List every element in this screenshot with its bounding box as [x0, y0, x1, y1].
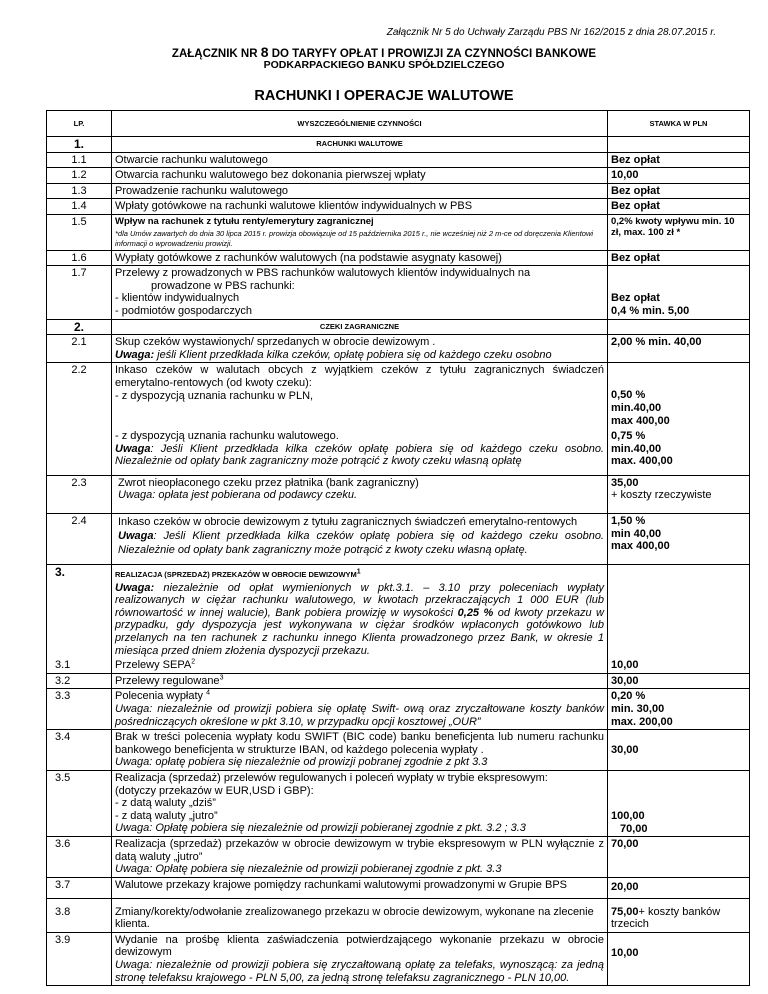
row-desc: Zmiany/korekty/odwołanie zrealizowanego przekazu w obrocie dewizowym, wykonane na zlecenie klienta. [112, 898, 608, 932]
bank-name: PODKARPACKIEGO BANKU SPÓŁDZIELCZEGO [263, 59, 505, 71]
row-rate: Bez opłat [608, 250, 750, 266]
row-rate: Bez opłat [608, 183, 750, 199]
row-desc: Prowadzenie rachunku walutowego [112, 183, 608, 199]
section-2-header [47, 319, 750, 335]
row-note: Uwaga: opłatę pobiera się niezależnie od prowizji pobranej zgodnie z pkt 3.3 [115, 756, 488, 769]
table-row: 1.7 Przelewy z prowadzonych w PBS rachunków walutowych klientów indywidualnych na prowadzone w PBS rachunki: - klientów indywidualnych - podmiotów gospodarczych Bez opłat 0,4 % min. 5,00 [47, 266, 750, 319]
row-note: Uwaga: niezależnie od prowizji pobiera się opłatę Swift- ową oraz zryczałtowane koszty banków pośredniczących określone w pkt 3.10, w przypadku opcji kosztowej „OUR” [115, 703, 604, 728]
row-desc: Zwrot nieopłaconego czeku przez płatnika (bank zagraniczny) [118, 476, 419, 489]
row-desc: Przelewy regulowane$^3$ [112, 673, 608, 689]
row-desc: Inkaso czeków w obrocie dewizowym z tytułu zagranicznych świadczeń emerytalno-rentowych [118, 516, 578, 529]
row-note: Uwaga: Opłatę pobiera się niezależnie od prowizji pobieranej zgodnie z pkt. 3.2 ; 3.3 [115, 822, 526, 835]
row-desc: Realizacja (sprzedaż) przelewów regulowanych i poleceń wypłaty w trybie ekspresowym: [115, 771, 548, 784]
row-desc: Inkaso czeków w walutach obcych z wyjątkiem czeków z tytułu zagranicznych świadczeń emerytalno-rentowych (od kwoty czeku): [115, 364, 604, 389]
column-header-lp: LP. [73, 118, 85, 128]
table-row: 2.2 Inkaso czeków w walutach obcych z wyjątkiem czeków z tytułu zagranicznych świadczeń emerytalno-rentowych (od kwoty czeku): - z dyspozycją uznania rachunku w PLN, 0,50 % min.40,00 max 400,00 [47, 363, 750, 429]
table-row: 3.3 Polecenia wypłaty $^4$ Uwaga: niezależnie od prowizji pobiera się opłatę Swift- ową oraz zryczałtowane koszty banków pośredniczących określone w pkt 3.10, w przypadku opcji kosztowej „OUR” 0,20 % min. 30,00 max. 200,00 [47, 689, 750, 730]
table-row: 3.6 Realizacja (sprzedaż) przekazów w obrocie dewizowym w trybie ekspresowym w PLN wyłącznie z datą waluty „jutro” Uwaga: Opłatę pobiera się niezależnie od prowizji pobieranej zgodnie z pkt. 3.3 70,00 [47, 837, 750, 878]
table-row: 1.1 Otwarcie rachunku walutowego Bez opłat [47, 152, 750, 168]
table-row: 3.5 Realizacja (sprzedaż) przelewów regulowanych i poleceń wypłaty w trybie ekspresowym: (dotyczy przekazów w EUR,USD i GBP): - z datą waluty „dziś” - z datą waluty „jutro” Uwaga: Opłatę pobiera się niezależnie od prowizji pobieranej zgodnie z pkt. 3.2 ; 3.3 100,00 70,00 [47, 770, 750, 836]
table-row: 3.4 Brak w treści polecenia wypłaty kodu SWIFT (BIC code) banku beneficjenta lub numeru rachunku bankowego beneficjenta w strukturze IBAN, od każdego polecenia wypłaty . Uwaga: opłatę pobiera się niezależnie od prowizji pobranej zgodnie z pkt 3.3 30,00 [47, 730, 750, 771]
table-row: 3.2 Przelewy regulowane$^3$ 30,00 [47, 673, 750, 689]
table-row: 3.8 Zmiany/korekty/odwołanie zrealizowanego przekazu w obrocie dewizowym, wykonane na zlecenie klienta. 75,00+ koszty banków trzecich [47, 898, 750, 932]
table-header [47, 111, 750, 137]
table-row: 3.1 Przelewy SEPA$^2$ 10,00 [47, 658, 750, 673]
row-desc: Wydanie na prośbę klienta zaświadczenia potwierdzającego wykonanie przekazu w obrocie dewizowym [115, 933, 604, 959]
row-rate: Bez opłat [608, 152, 750, 168]
table-row: 1.4 Wpłaty gotówkowe na rachunki walutowe klientów indywidualnych w PBS Bez opłat [47, 199, 750, 215]
row-note: Uwaga: niezależnie od prowizji pobiera się zryczałtowaną opłatę za telefaks, wynoszącą: za jedną stronę telefaksu krajowego - PLN 5,00, za jedną stronę telefaksu zagranicznego - PLN 10,00. [115, 958, 604, 984]
row-desc: Polecenia wypłaty $^4$ [115, 689, 211, 703]
row-rate: 0,2% kwoty wpływu min. 10 zł, max. 100 zł * [608, 214, 750, 250]
column-header-rate: STAWKA W PLN [649, 118, 708, 128]
row-note: Uwaga: opłata jest pobierana od podawcy czeku. [118, 489, 358, 502]
row-desc: Otwarcie rachunku walutowego [112, 152, 608, 168]
row-rate: 20,00 [608, 877, 750, 898]
section-note: niezależnie od opłat wymienionych w pkt.3.1. – 3.10 przy poleceniach wypłaty realizowanych w ciężar rachunku walutowego, w kwotach przekraczających 1 000 EUR (lub równowartość w innej walucie), Bank pobiera prowizję w wysokości [115, 581, 604, 619]
row-desc: Skup czeków wystawionych/ sprzedanych w obrocie dewizowym . [115, 336, 436, 349]
row-rate: 10,00 [608, 658, 750, 673]
row-desc: Przelewy SEPA$^2$ [112, 658, 608, 673]
section-number: 3. [47, 565, 112, 659]
annex-number: 8 [260, 44, 269, 60]
section-title: CZEKI ZAGRANICZNE [319, 321, 400, 331]
row-note: : Jeśli Klient przedkłada kilka czeków opłatę pobiera się od każdego czeku osobno. Niezależnie od opłaty bank zagraniczny może potrącić z kwoty czeku własną opłatę [115, 442, 604, 468]
row-desc: Przelewy z prowadzonych w PBS rachunków walutowych klientów indywidualnych na prowadzone w PBS rachunki: - klientów indywidualnych - podmiotów gospodarczych [112, 266, 608, 319]
tariff-table [46, 110, 750, 986]
row-rate: Bez opłat 0,4 % min. 5,00 [608, 266, 750, 319]
row-rate: 10,00 [608, 932, 750, 985]
row-note: : Jeśli Klient przedkłada kilka czeków opłatę pobiera się od każdego czeku osobno. Niezależnie od opłaty bank zagraniczny może potrącić z kwoty czeku własną opłatę. [118, 530, 604, 557]
row-rate: Bez opłat [608, 199, 750, 215]
row-desc: Brak w treści polecenia wypłaty kodu SWIFT (BIC code) banku beneficjenta lub numeru rachunku bankowego beneficjenta w strukturze IBAN, od każdego polecenia wypłaty . [115, 731, 604, 756]
page-title: RACHUNKI I OPERACJE WALUTOWE [254, 88, 514, 104]
document-reference: Załącznik Nr 5 do Uchwały Zarządu PBS Nr 162/2015 z dnia 28.07.2015 r. [386, 27, 716, 38]
row-rate: 70,00 [608, 837, 750, 878]
row-desc: Wpływ na rachunek z tytułu renty/emerytury zagranicznej [115, 215, 374, 227]
section-1-header [47, 137, 750, 153]
row-desc: Realizacja (sprzedaż) przekazów w obrocie dewizowym w trybie ekspresowym w PLN wyłącznie z datą waluty „jutro” [115, 838, 604, 863]
section-number: 1. [47, 137, 112, 153]
table-row: 2.4 Inkaso czeków w obrocie dewizowym z tytułu zagranicznych świadczeń emerytalno-rentowych Uwaga: Jeśli Klient przedkłada kilka czeków opłatę pobiera się od każdego czeku osobno. Niezależnie od opłaty bank zagraniczny może potrącić z kwoty czeku własną opłatę. 1,50 % min 40,00 max 400,00 [47, 514, 750, 565]
row-note: Uwaga: Opłatę pobiera się niezależnie od prowizji pobieranej zgodnie z pkt. 3.3 [115, 863, 502, 876]
table-row: 2.1 Skup czeków wystawionych/ sprzedanych w obrocie dewizowym . Uwaga: jeśli Klient przedkłada kilka czeków, opłatę pobiera się od każdego czeku osobno 2,00 % min. 40,00 [47, 335, 750, 363]
table-row: 3.9 Wydanie na prośbę klienta zaświadczenia potwierdzającego wykonanie przekazu w obrocie dewizowym Uwaga: niezależnie od prowizji pobiera się zryczałtowaną opłatę za telefaks, wynoszącą: za jedną stronę telefaksu krajowego - PLN 5,00, za jedną stronę telefaksu zagranicznego - PLN 10,00. 10,00 [47, 932, 750, 985]
annex-heading: ZAŁĄCZNIK NR 8 DO TARYFY OPŁAT I PROWIZJI ZA CZYNNOŚCI BANKOWE [171, 44, 597, 60]
column-header-desc: WYSZCZEGÓLNIENIE CZYNNOŚCI [297, 118, 422, 128]
table-row: 3.7 Walutowe przekazy krajowe pomiędzy rachunkami walutowymi prowadzonymi w Grupie BPS 20,00 [47, 877, 750, 898]
row-rate: 30,00 [608, 673, 750, 689]
section-number: 2. [47, 319, 112, 335]
table-row: 1.5 Wpływ na rachunek z tytułu renty/emerytury zagranicznej *dla Umów zawartych do dnia 30 lipca 2015 r. prowizja obowiązuje od 15 października 2015 r., nie wcześniej niż 2 m-ce od doręczenia Klientowi informacji o wprowadzeniu prowizji. 0,2% kwoty wpływu min. 10 zł, max. 100 zł * [47, 214, 750, 250]
table-row: 2.3 Zwrot nieopłaconego czeku przez płatnika (bank zagraniczny) Uwaga: opłata jest pobierana od podawcy czeku. 35,00 + koszty rzeczywiste [47, 475, 750, 513]
table-row: - z dyspozycją uznania rachunku walutowego. Uwaga: Jeśli Klient przedkłada kilka czeków opłatę pobiera się od każdego czeku osobno. Niezależnie od opłaty bank zagraniczny może potrącić z kwoty czeku własną opłatę 0,75 % min.40,00 max. 400,00 [47, 429, 750, 475]
table-row: 1.2 Otwarcia rachunku walutowego bez dokonania pierwszej wpłaty 10,00 [47, 168, 750, 184]
row-note: *dla Umów zawartych do dnia 30 lipca 2015 r. prowizja obowiązuje od 15 października 2015 r., nie wcześniej niż 2 m-ce od doręczenia Klientowi informacji o wprowadzeniu prowizji. [115, 228, 594, 248]
row-rate: 75,00+ koszty banków trzecich [608, 898, 750, 932]
row-rate: 10,00 [608, 168, 750, 184]
row-rate: 2,00 % min. 40,00 [608, 335, 750, 363]
section-3-header: 3. REALIZACJA (SPRZEDAŻ) PRZEKAZÓW W OBROCIE DEWIZOWYM$^1$ Uwaga: niezależnie od opłat wymienionych w pkt.3.1. – 3.10 przy poleceniach wypłaty realizowanych w ciężar rachunku walutowego, w kwotach przekraczających 1 000 EUR (lub równowartość w innej walucie), Bank pobiera prowizję w wysokości 0,25 % od kwoty przekazu w przypadku, gdy dyspozycja jest wykonywana w ciężar środków wpłaconych gotówkowo lub przelanych na ten rachunek z rachunku innego Klienta prowadzonego przez Bank, w okresie 1 miesiąca przed dniem złożenia dyspozycji przekazu. [47, 565, 750, 659]
table-row: 1.6 Wypłaty gotówkowe z rachunków walutowych (na podstawie asygnaty kasowej) Bez opłat [47, 250, 750, 266]
row-rate: 30,00 [608, 730, 750, 771]
table-row: 1.3 Prowadzenie rachunku walutowego Bez opłat [47, 183, 750, 199]
row-desc: Walutowe przekazy krajowe pomiędzy rachunkami walutowymi prowadzonymi w Grupie BPS [112, 877, 608, 898]
row-desc: Wpłaty gotówkowe na rachunki walutowe klientów indywidualnych w PBS [112, 199, 608, 215]
section-title: REALIZACJA (SPRZEDAŻ) PRZEKAZÓW W OBROCIE DEWIZOWYM$^1$ [115, 568, 361, 580]
row-desc: Otwarcia rachunku walutowego bez dokonania pierwszej wpłaty [112, 168, 608, 184]
row-desc: Wypłaty gotówkowe z rachunków walutowych (na podstawie asygnaty kasowej) [112, 250, 608, 266]
row-note: jeśli Klient przedkłada kilka czeków, opłatę pobiera się od każdego czeku osobno [154, 348, 552, 361]
section-title: RACHUNKI WALUTOWE [316, 139, 403, 148]
